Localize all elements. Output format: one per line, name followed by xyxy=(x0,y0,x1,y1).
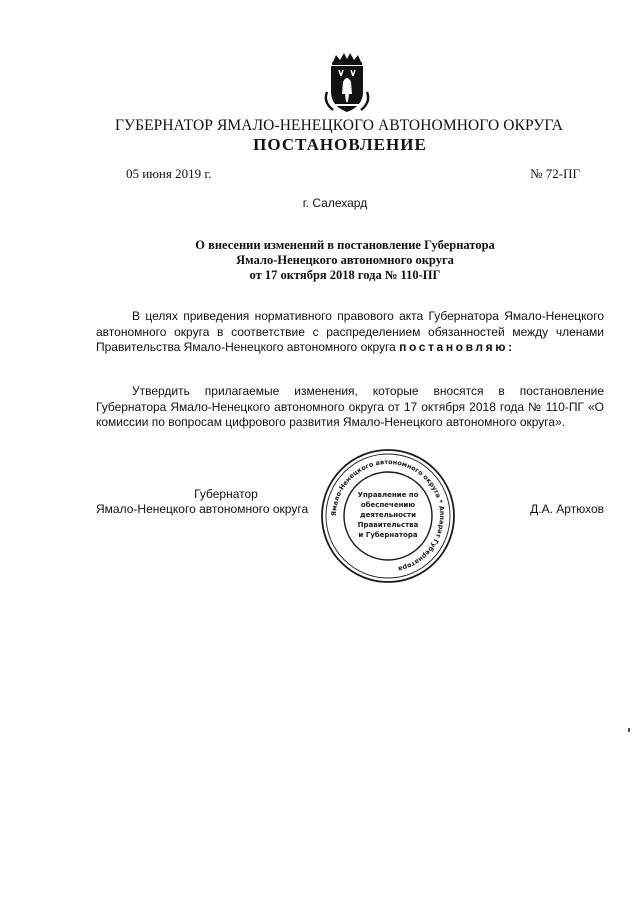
seal-line-2: обеспечению xyxy=(360,501,416,509)
signatory-title xyxy=(96,487,356,517)
signatory-title-line-2: Ямало-Ненецкого автономного округа xyxy=(96,502,309,516)
title-line-2: Ямало-Ненецкого автономного округа xyxy=(236,253,454,267)
title-line-1: О внесении изменений в постановление Губернатора xyxy=(195,238,495,252)
preamble-paragraph xyxy=(96,309,604,356)
document-number: № 72-ПГ xyxy=(530,166,580,181)
preamble-text: В целях приведения нормативного правового акта Губернатора Ямало-Ненецкого автономного округа в соответствие с распределением обязанностей между членами Правительства Ямало-Ненецкого автономного округа xyxy=(96,309,604,354)
title-line-3: от 17 октября 2018 года № 110-ПГ xyxy=(249,268,441,282)
document-type: ПОСТАНОВЛЕНИЕ xyxy=(253,135,427,154)
decree-word: постановляю: xyxy=(399,340,515,354)
document-date: 05 июня 2019 г. xyxy=(126,166,212,181)
document-title xyxy=(100,238,560,283)
scan-artifact xyxy=(628,728,630,732)
issuing-authority: ГУБЕРНАТОР ЯМАЛО-НЕНЕЦКОГО АВТОНОМНОГО ОКРУГА xyxy=(114,117,564,134)
coat-of-arms-icon xyxy=(319,52,375,116)
operative-paragraph: Утвердить прилагаемые изменения, которые вносятся в постановление Губернатора Ямало-Ненецкого автономного округа от 17 октября 2018 года № 110-ПГ «О комиссии по вопросам цифрового развития Ямало-Ненецкого автономного округа». xyxy=(96,384,604,429)
signatory-title-line-1: Губернатор xyxy=(194,487,258,501)
seal-line-4: Правительства xyxy=(357,521,419,529)
seal-ring-text: Ямало-Ненецкого автономного округа * Аппарат Губернатора xyxy=(329,457,447,573)
seal-line-3: деятельности xyxy=(359,511,417,519)
signatory-name: Д.А. Артюхов xyxy=(530,502,604,516)
official-seal-icon xyxy=(318,446,458,586)
issue-city: г. Салехард xyxy=(302,196,368,210)
seal-line-1: Управление по xyxy=(357,491,419,499)
seal-line-5: и Губернатора xyxy=(358,531,418,539)
